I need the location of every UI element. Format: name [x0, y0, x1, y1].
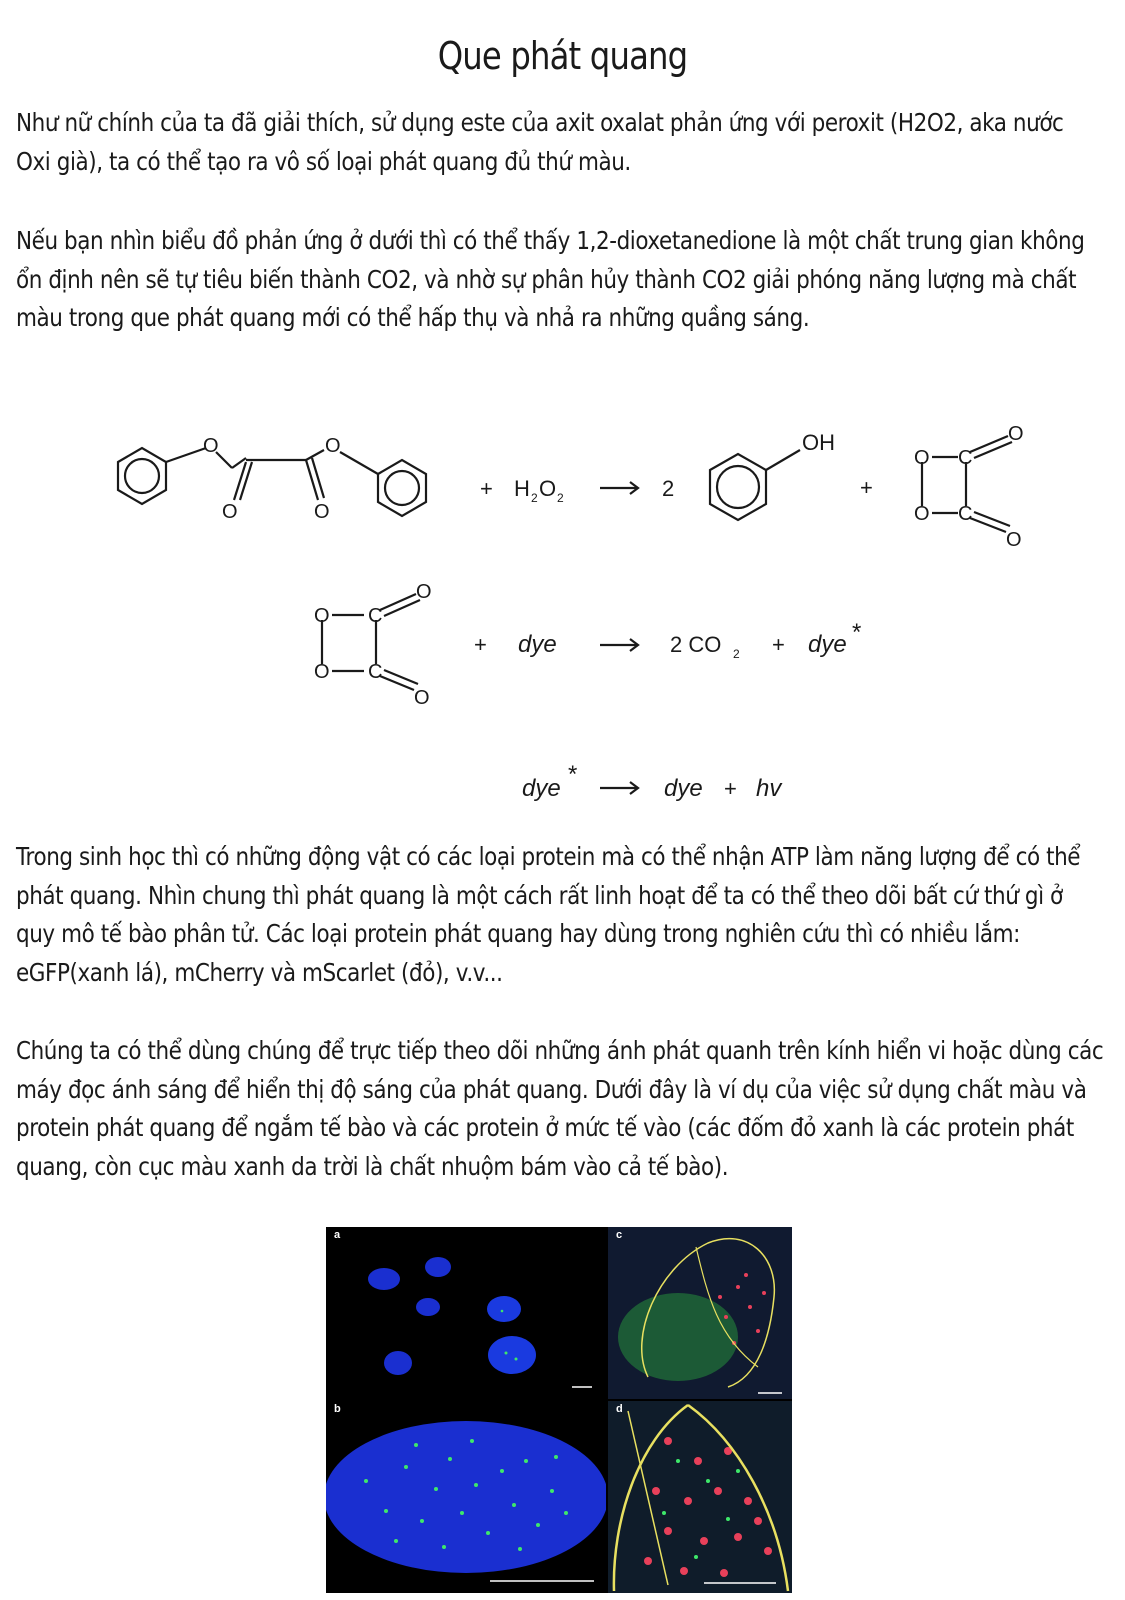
plus-sign: +	[474, 632, 487, 657]
plus-sign: +	[772, 632, 785, 657]
atom-o: O	[914, 503, 930, 525]
atom-o: O	[314, 605, 330, 627]
microscopy-paragraph: Chúng ta có thể dùng chúng để trực tiếp theo dõi những ánh phát quanh trên kính hiển vi hoặc dùng các máy đọc ánh sáng để hiển thị độ sáng của phát quang. Dưới đây là ví dụ của việc sử dụng chất màu và protein phát quang để ngắm tế bào và các protein ở mức tế vào (các đốm đỏ xanh là các protein phát quang, còn cục màu xanh da trời là chất nhuộm bám vào cả tế bào).	[16, 1036, 1104, 1181]
panel-label: b	[334, 1403, 341, 1415]
atom-o: O	[914, 447, 930, 469]
atom-o: O	[1006, 529, 1022, 551]
intro-paragraph: Như nữ chính của ta đã giải thích, sử dụng este của axit oxalat phản ứng với peroxit (H2O2, aka nước Oxi già), ta có thể tạo ra vô số loại phát quang đủ thứ màu.	[16, 108, 1064, 176]
co2-sub: 2	[733, 647, 740, 661]
atom-o: O	[222, 501, 238, 523]
microscopy-figure	[326, 1227, 792, 1593]
excited-star: *	[568, 761, 578, 788]
atom-o: O	[314, 501, 330, 523]
h2o2-o: O	[539, 476, 557, 501]
panel-label: a	[334, 1229, 341, 1241]
reaction-explanation-paragraph: Nếu bạn nhìn biểu đồ phản ứng ở dưới thì có thể thấy 1,2-dioxetanedione là một chất trung gian không ổn định nên sẽ tự tiêu biến thành CO2, và nhờ sự phân hủy thành CO2 giải phóng năng lượng mà chất màu trong que phát quang mới có thể hấp thụ và nhả ra những quầng sáng.	[16, 226, 1085, 332]
dye-label: dye	[664, 775, 703, 802]
hydroxyl-label: OH	[802, 430, 835, 455]
plus-sign: +	[480, 476, 493, 501]
atom-o: O	[325, 435, 341, 457]
atom-c: C	[368, 605, 383, 627]
co2-label: 2 CO	[670, 632, 722, 657]
benzene-ring-right	[378, 460, 426, 516]
coefficient: 2	[662, 476, 675, 501]
phenol-ring	[710, 454, 766, 520]
atom-c: C	[958, 447, 973, 469]
dye-excited-label: dye	[808, 631, 847, 658]
h2o2-sub: 2	[557, 491, 564, 505]
atom-c: C	[368, 661, 383, 683]
atom-o: O	[416, 581, 432, 603]
plus-sign: +	[860, 475, 873, 500]
panel-c	[608, 1227, 792, 1399]
h2o2-h: H	[514, 476, 530, 501]
benzene-ring-left	[118, 448, 166, 504]
atom-o: O	[414, 687, 430, 709]
atom-o: O	[314, 661, 330, 683]
panel-b	[326, 1401, 606, 1593]
atom-c: C	[958, 503, 973, 525]
biology-paragraph: Trong sinh học thì có những động vật có các loại protein mà có thể nhận ATP làm năng lượng để có thể phát quang. Nhìn chung thì phát quang là một cách rất linh hoạt để ta có thể theo dõi bất cứ thứ gì ở quy mô tế bào phân tử. Các loại protein phát quang hay dùng trong nghiên cứu thì có nhiều lắm: eGFP(xanh lá), mCherry và mScarlet (đỏ), v.v...	[16, 842, 1081, 987]
panel-label: d	[616, 1403, 623, 1415]
dye-label: dye	[518, 631, 557, 658]
plus-sign: +	[724, 776, 737, 801]
atom-o: O	[203, 435, 219, 457]
panel-d-image	[608, 1401, 792, 1593]
excited-star: *	[852, 619, 862, 646]
panel-b-image	[326, 1401, 606, 1593]
photon-label: hv	[756, 775, 782, 802]
h2o2-sub: 2	[531, 491, 538, 505]
panel-c-image	[608, 1227, 792, 1399]
atom-o: O	[1008, 423, 1024, 445]
dye-excited-label: dye	[522, 775, 561, 802]
panel-a	[326, 1227, 606, 1399]
panel-a-image	[326, 1227, 606, 1399]
panel-d	[608, 1401, 792, 1593]
page-title: Que phát quang	[437, 34, 688, 78]
panel-label: c	[616, 1229, 623, 1241]
